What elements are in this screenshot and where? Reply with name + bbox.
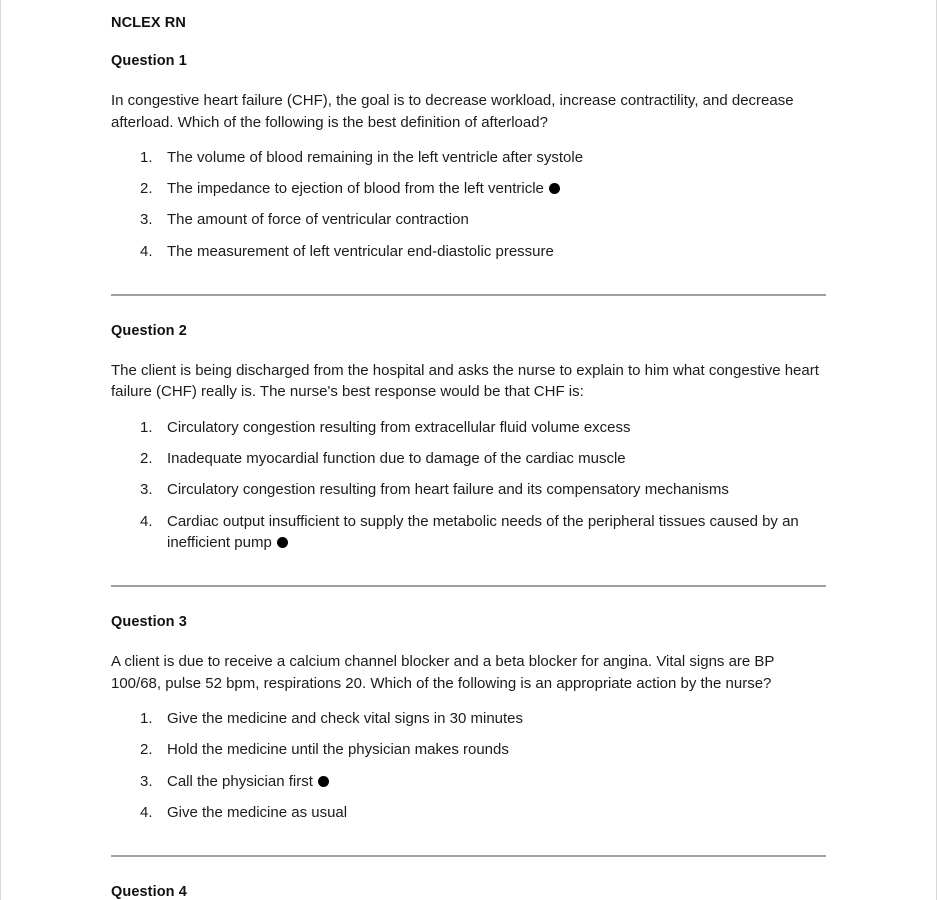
question-divider bbox=[111, 585, 826, 587]
question-heading-2: Question 2 bbox=[111, 323, 187, 340]
question-block-4 bbox=[111, 883, 836, 900]
question-divider bbox=[111, 855, 826, 857]
option-text: Give the medicine and check vital signs in 30 minutes bbox=[167, 709, 524, 727]
question-block-2 bbox=[111, 322, 836, 553]
question-stem-3: A client is due to receive a calcium channel blocker and a beta blocker for angina. Vital signs are BP 100/68, pulse 52 bpm, respirations 20. Which of the following is an appropriate action by the nurse? bbox=[111, 653, 775, 692]
option-text: Circulatory congestion resulting from heart failure and its compensatory mechanisms bbox=[167, 481, 729, 499]
answer-option[interactable] bbox=[111, 209, 836, 230]
option-number: 1. bbox=[140, 418, 153, 436]
option-number: 1. bbox=[140, 148, 153, 166]
answer-option[interactable] bbox=[111, 479, 836, 500]
option-text: Inadequate myocardial function due to damage of the cardiac muscle bbox=[167, 450, 626, 468]
quiz-content bbox=[1, 0, 936, 900]
option-text: The volume of blood remaining in the left ventricle after systole bbox=[167, 148, 584, 166]
option-number: 4. bbox=[140, 242, 153, 260]
option-number: 2. bbox=[140, 180, 153, 198]
option-text: Cardiac output insufficient to supply the metabolic needs of the peripheral tissues caused by an inefficient pump bbox=[167, 512, 799, 551]
answer-option[interactable] bbox=[111, 448, 836, 469]
option-number: 1. bbox=[140, 709, 153, 727]
question-block-3 bbox=[111, 613, 836, 823]
option-text: Give the medicine as usual bbox=[167, 803, 348, 821]
answer-option[interactable] bbox=[111, 771, 836, 792]
question-divider bbox=[111, 294, 826, 296]
option-text: The impedance to ejection of blood from the left ventricle bbox=[167, 180, 544, 198]
answer-option[interactable] bbox=[111, 802, 836, 823]
answer-option[interactable] bbox=[111, 739, 836, 760]
option-number: 2. bbox=[140, 741, 153, 759]
question-heading-1: Question 1 bbox=[111, 53, 187, 70]
option-number: 3. bbox=[140, 481, 153, 499]
question-heading-3: Question 3 bbox=[111, 614, 187, 631]
selected-answer-marker-icon bbox=[549, 183, 560, 194]
answer-option[interactable] bbox=[111, 708, 836, 729]
quiz-title: NCLEX RN bbox=[111, 15, 186, 31]
option-text: Call the physician first bbox=[167, 772, 313, 790]
question-block-1 bbox=[111, 52, 836, 262]
option-text: Hold the medicine until the physician makes rounds bbox=[167, 741, 509, 759]
option-number: 4. bbox=[140, 512, 153, 530]
option-text: Circulatory congestion resulting from extracellular fluid volume excess bbox=[167, 418, 631, 436]
answer-option[interactable] bbox=[111, 147, 836, 168]
answer-option[interactable] bbox=[111, 241, 836, 262]
selected-answer-marker-icon bbox=[318, 776, 329, 787]
option-number: 4. bbox=[140, 803, 153, 821]
answer-options-3 bbox=[111, 708, 836, 823]
answer-options-1 bbox=[111, 147, 836, 262]
answer-option[interactable] bbox=[111, 178, 836, 199]
question-heading-4: Question 4 bbox=[111, 884, 187, 900]
option-number: 3. bbox=[140, 772, 153, 790]
option-number: 2. bbox=[140, 450, 153, 468]
answer-options-2 bbox=[111, 417, 836, 553]
option-text: The measurement of left ventricular end-diastolic pressure bbox=[167, 242, 554, 260]
option-text: The amount of force of ventricular contraction bbox=[167, 211, 469, 229]
answer-option[interactable] bbox=[111, 417, 836, 438]
selected-answer-marker-icon bbox=[277, 537, 288, 548]
answer-option[interactable] bbox=[111, 511, 836, 554]
question-stem-2: The client is being discharged from the hospital and asks the nurse to explain to him what congestive heart failure (CHF) really is. The nurse's best response would be that CHF is: bbox=[111, 362, 819, 401]
question-stem-1: In congestive heart failure (CHF), the goal is to decrease workload, increase contractility, and decrease afterload. Which of the following is the best definition of afterload? bbox=[111, 92, 794, 131]
option-number: 3. bbox=[140, 211, 153, 229]
